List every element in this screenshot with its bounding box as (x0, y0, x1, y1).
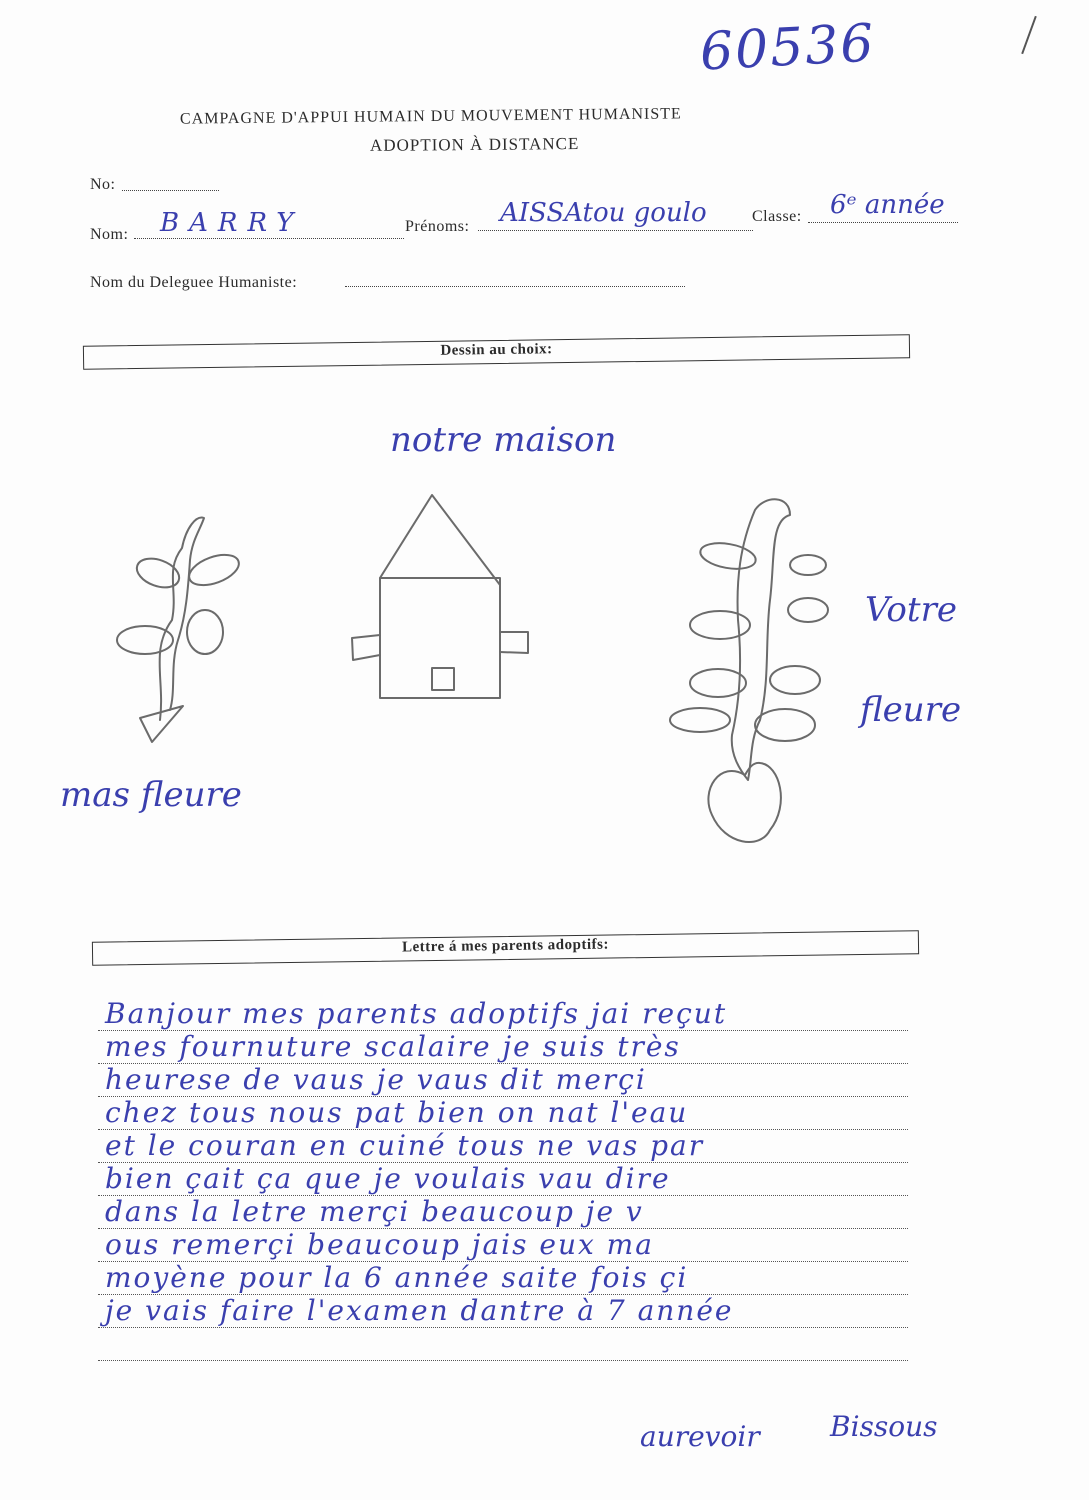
delegue-label: Nom du Deleguee Humaniste: (90, 274, 298, 291)
letter-line: Banjour mes parents adoptifs jai reçut (105, 997, 728, 1030)
right-flower-caption-1: Votre (865, 590, 957, 630)
letter-line: heurese de vaus je vaus dit merçi (105, 1063, 647, 1096)
classe-label: Classe: (752, 208, 802, 225)
campaign-title: CAMPAGNE D'APPUI HUMAIN DU MOUVEMENT HUMANISTE (179, 105, 682, 128)
letter-line: mes fournuture scalaire je suis très (105, 1030, 681, 1063)
adoption-subtitle: ADOPTION À DISTANCE (369, 134, 580, 155)
left-flower-drawing (117, 518, 243, 742)
letter-line: ous remerçi beaucoup jais eux ma (105, 1228, 654, 1261)
right-flower-drawing (670, 499, 828, 842)
no-label: No: (90, 176, 116, 193)
house-caption: notre maison (390, 420, 617, 460)
letter-line: chez tous nous pat bien on nat l'eau (105, 1096, 689, 1129)
house-drawing (352, 495, 528, 698)
closing-aurevoir: aurevoir (640, 1420, 760, 1453)
letter-line: dans la letre merçi beaucoup je v (105, 1195, 644, 1228)
letter-line: je vais faire l'examen dantre à 7 année (105, 1294, 734, 1327)
letter-line: bien çait ça que je voulais vau dire (105, 1162, 671, 1195)
nom-value: BARRY (160, 208, 304, 238)
right-flower-caption-2: fleure (860, 690, 962, 730)
letter-line: moyène pour la 6 année saite fois çi (105, 1261, 689, 1294)
letter-rule-11 (98, 1360, 908, 1361)
letter-section-label: Lettre á mes parents adoptifs: (401, 936, 610, 956)
prenoms-value: AISSAtou goulo (500, 198, 707, 228)
left-flower-caption: mas fleure (60, 775, 242, 815)
drawing-section-label: Dessin au choix: (440, 341, 553, 359)
document-number: 60536 (698, 13, 877, 83)
prenoms-label: Prénoms: (405, 218, 470, 235)
nom-label: Nom: (90, 226, 129, 243)
letter-line: et le couran en cuiné tous ne vas par (105, 1129, 705, 1162)
letter-rule-10 (98, 1327, 908, 1328)
closing-bissous: Bissous (830, 1410, 938, 1443)
classe-value: 6ᵉ année (830, 190, 945, 220)
